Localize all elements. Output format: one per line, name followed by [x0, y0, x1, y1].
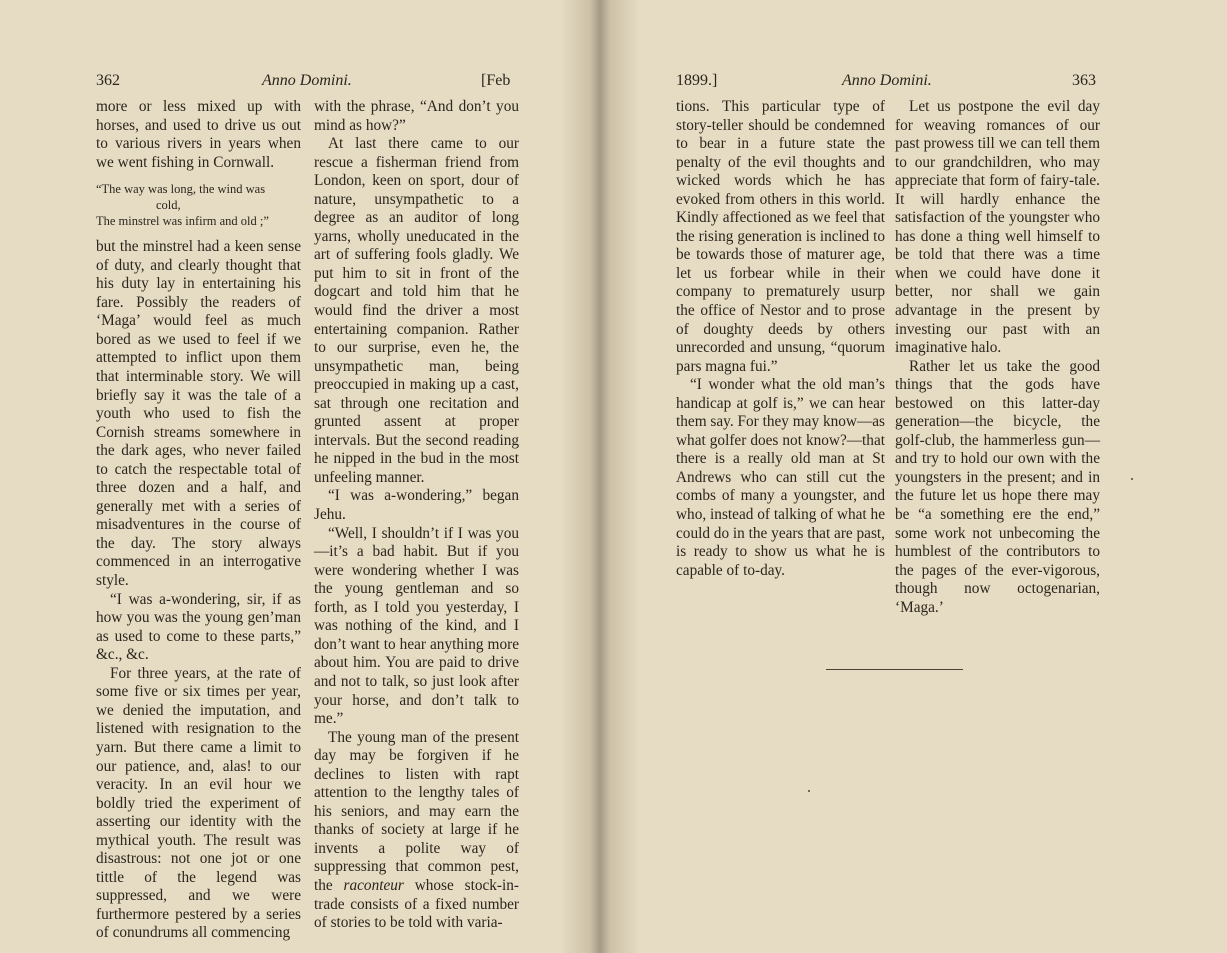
paragraph: with the phrase, “And don’t you mind as how?”	[314, 98, 519, 134]
left-page	[0, 0, 600, 953]
paragraph: “Well, I shouldn’t if I was you—it’s a bad habit. But if you were wondering whether I was the young gentleman and so forth, as I told you yesterday, I was nothing of the kind, and I don’t want to hear anything more about him. You are paid to drive and not to talk, so just look after your horse, and don’t talk to me.”	[314, 524, 519, 728]
paragraph: For three years, at the rate of some five or six times per year, we denied the imputation, and listened with resignation to the yarn. But there came a limit to our patience, and, alas! to our veracity. In an evil hour we boldly tried the experiment of asserting our identity with the mythical youth. The result was disastrous: not one jot or one tittle of the legend was suppressed, and we were furthermore pestered by a series of conundrums all commencing	[96, 664, 301, 942]
verse-quote	[96, 181, 301, 229]
right-column-2	[895, 98, 1100, 617]
paragraph: “I was a-wondering,” began Jehu.	[314, 487, 519, 524]
left-column-1	[96, 98, 301, 943]
paragraph	[314, 729, 519, 933]
paper-speck	[808, 790, 810, 792]
right-page	[603, 0, 1227, 953]
right-column-1	[676, 98, 885, 580]
paragraph: but the minstrel had a keen sense of duty, and clearly thought that his duty lay in entertaining his fare. Possibly the readers of ‘Maga’ would feel as much bored as we used to feel if we attempted to inflict upon them that interminable story. We will briefly say it was the tale of a youth who used to fish the Cornish streams somewhere in the dark ages, who never failed to catch the respectable total of three dozen and a half, and generally met with a series of misadventures in the course of the day. The story always commenced in an interrogative style.	[96, 238, 301, 590]
paragraph: more or less mixed up with horses, and used to drive us out to various rivers in years when we went fishing in Cornwall.	[96, 98, 301, 171]
end-rule	[826, 669, 963, 670]
right-running-title: Anno Domini.	[842, 72, 932, 89]
paper-speck	[1131, 478, 1133, 480]
right-running-date: 1899.]	[676, 72, 718, 89]
left-running-date: [Feb	[481, 72, 511, 89]
paragraph: Let us postpone the evil day for weaving romances of our past prowess till we can tell them to our grandchildren, who may appreciate that form of fairy-tale. It will hardly enhance the satisfaction of the youngster who has done a thing well himself to be told that there was a time when we could have done it better, nor shall we gain advantage in the present by investing our past with an imaginative halo.	[895, 98, 1100, 357]
text-run: The young man of the present day may be forgiven if he declines to listen with rapt attention to the lengthy tales of his seniors, and may earn the thanks of society at large if he invents a polite way of suppressing that common pest, the	[314, 728, 519, 894]
paragraph: tions. This particular type of story-teller should be condemned to bear in a future state the penalty of the evil thoughts and wicked words which he has evoked from others in this world. Kindly affectioned as we feel that the rising generation is inclined to be towards those of maturer age, let us forbear while in their company to prematurely usurp the office of Nestor and to prose of doughty deeds by others unrecorded and unsung, “quorum pars magna fui.”	[676, 98, 885, 375]
text-run: whose stock-in-trade consists of a fixed number of stories to be told with varia-	[314, 876, 519, 932]
left-running-title: Anno Domini.	[262, 72, 352, 89]
italic-word: raconteur	[343, 876, 404, 894]
right-page-number: 363	[1072, 72, 1096, 89]
paragraph: At last there came to our rescue a fisherman friend from London, keen on sport, dour of nature, unsympathetic to a degree as an auditor of long yarns, wholly uneducated in the art of suffering fools gladly. We put him to sit in front of the dogcart and told him that he would find the driver a most entertaining companion. Rather to our surprise, even he, the unsympathetic man, being preoccupied in making up a cast, sat through one recitation and grunted assent at proper intervals. But the second reading he nipped in the bud in the most unfeeling manner.	[314, 135, 519, 486]
verse-line: “The way was long, the wind was	[96, 182, 266, 197]
paragraph: “I was a-wondering, sir, if as how you was the young gen’man as used to come to these parts,” &c., &c.	[96, 590, 301, 664]
left-column-2	[314, 98, 519, 933]
verse-line-continued: cold,	[156, 198, 181, 213]
verse-line: The minstrel was infirm and old ;”	[96, 214, 269, 229]
paragraph: “I wonder what the old man’s handicap at golf is,” we can hear them say. For they may know—as what golfer does not know?—that there is a really old man at St Andrews who can still cut the combs of many a youngster, and who, instead of talking of what he could do in the years that are past, is ready to show us what he is capable of to-day.	[676, 376, 885, 579]
paragraph: Rather let us take the good things that the gods have bestowed on this latter-day generation—the bicycle, the golf-club, the hammerless gun—and try to hold our own with the youngsters in the present; and in the future let us hope there may be “a something ere the end,” some work not unbecoming the humblest of the contributors to the pages of the ever-vigorous, though now octogenarian, ‘Maga.’	[895, 357, 1100, 616]
left-page-number: 362	[96, 72, 120, 89]
